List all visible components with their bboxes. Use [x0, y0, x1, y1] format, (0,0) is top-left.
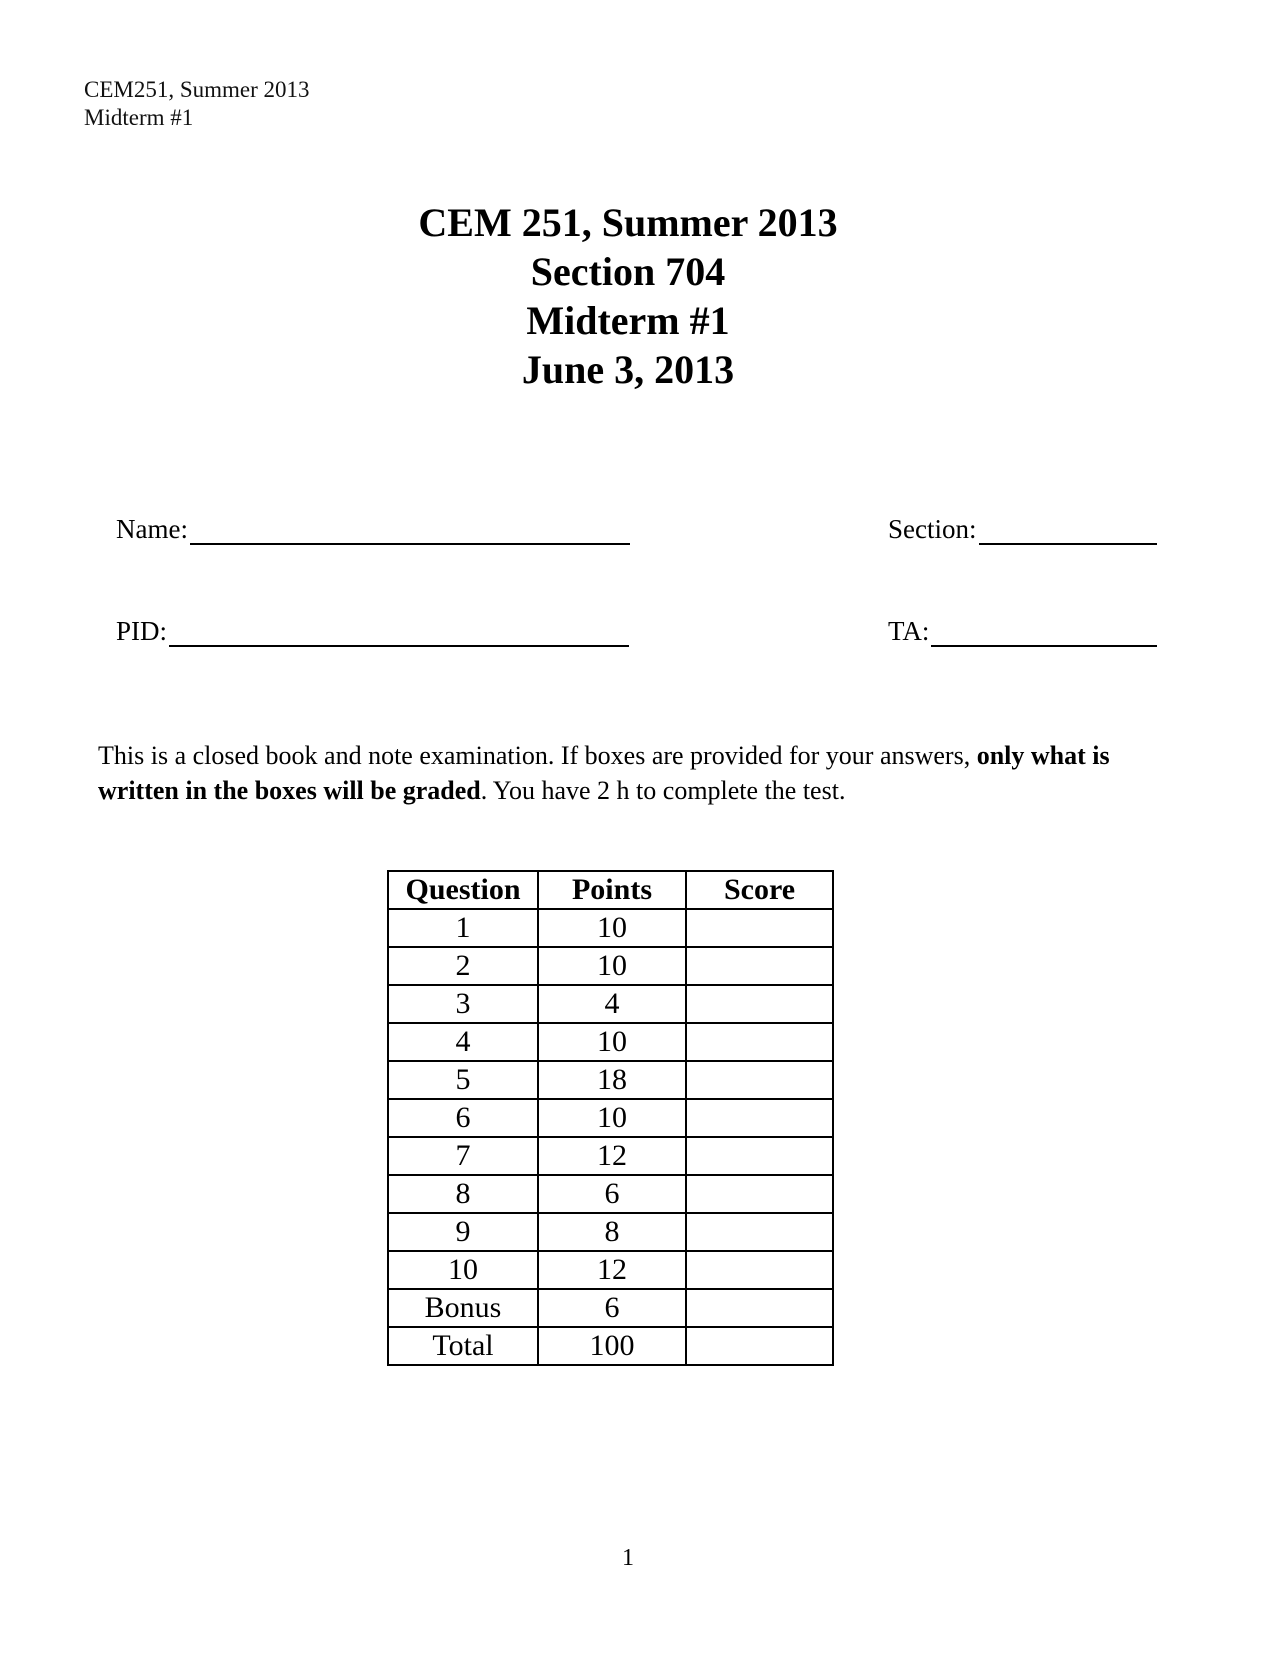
table-row: [388, 1099, 833, 1137]
table-header-row: [388, 871, 833, 909]
exam-title: [0, 198, 1256, 394]
score-table: [387, 870, 834, 1366]
points-cell: 18: [538, 1061, 686, 1099]
points-cell: 10: [538, 1099, 686, 1137]
question-cell: 7: [388, 1137, 538, 1175]
score-cell[interactable]: [686, 1175, 833, 1213]
pid-label: PID:: [116, 616, 168, 646]
section-blank[interactable]: [979, 517, 1157, 545]
score-cell[interactable]: [686, 1061, 833, 1099]
title-exam: Midterm #1: [526, 298, 730, 343]
table-row: [388, 1213, 833, 1251]
header-score: Score: [686, 871, 833, 909]
header-question: Question: [388, 871, 538, 909]
points-cell: 6: [538, 1175, 686, 1213]
table-row-bonus: [388, 1289, 833, 1327]
table-row: [388, 909, 833, 947]
score-cell[interactable]: [686, 1251, 833, 1289]
points-cell: 12: [538, 1251, 686, 1289]
score-cell[interactable]: [686, 909, 833, 947]
instructions-text-end: . You have 2 h to complete the test.: [480, 776, 846, 805]
score-cell[interactable]: [686, 1213, 833, 1251]
header-points: Points: [538, 871, 686, 909]
question-cell: 1: [388, 909, 538, 947]
table-row: [388, 947, 833, 985]
score-cell[interactable]: [686, 1023, 833, 1061]
instructions-bold: only what is written in the boxes will be graded: [98, 741, 1110, 805]
points-cell: 12: [538, 1137, 686, 1175]
name-blank[interactable]: [190, 517, 630, 545]
title-course: CEM 251, Summer 2013: [418, 200, 838, 245]
name-label: Name:: [116, 514, 188, 544]
exam-instructions: [98, 738, 1178, 808]
table-row: [388, 1175, 833, 1213]
question-cell: 6: [388, 1099, 538, 1137]
title-section: Section 704: [530, 249, 726, 294]
score-cell[interactable]: [686, 1289, 833, 1327]
points-cell: 10: [538, 947, 686, 985]
ta-blank[interactable]: [931, 619, 1157, 647]
question-cell: 8: [388, 1175, 538, 1213]
title-date: June 3, 2013: [521, 347, 735, 392]
score-cell[interactable]: [686, 947, 833, 985]
question-cell: Total: [388, 1327, 538, 1365]
question-cell: 2: [388, 947, 538, 985]
points-cell: 10: [538, 1023, 686, 1061]
score-table-body: [388, 909, 833, 1365]
points-cell: 4: [538, 985, 686, 1023]
question-cell: 10: [388, 1251, 538, 1289]
points-cell: 6: [538, 1289, 686, 1327]
question-cell: 9: [388, 1213, 538, 1251]
ta-label: TA:: [888, 616, 930, 646]
page-number: 1: [622, 1545, 634, 1571]
running-header: [84, 76, 310, 132]
question-cell: 4: [388, 1023, 538, 1061]
ta-field[interactable]: [888, 615, 1157, 647]
name-field[interactable]: [116, 513, 630, 545]
table-row: [388, 1137, 833, 1175]
question-cell: Bonus: [388, 1289, 538, 1327]
header-exam: Midterm #1: [84, 105, 194, 130]
score-cell[interactable]: [686, 985, 833, 1023]
instructions-text: This is a closed book and note examination. If boxes are provided for your answers,: [98, 741, 977, 770]
pid-field[interactable]: [116, 615, 629, 647]
header-course: CEM251, Summer 2013: [84, 77, 310, 102]
section-label: Section:: [888, 514, 977, 544]
score-cell[interactable]: [686, 1099, 833, 1137]
section-field[interactable]: [888, 513, 1157, 545]
score-cell[interactable]: [686, 1327, 833, 1365]
table-row: [388, 1023, 833, 1061]
points-cell: 8: [538, 1213, 686, 1251]
score-cell[interactable]: [686, 1137, 833, 1175]
points-cell: 100: [538, 1327, 686, 1365]
points-cell: 10: [538, 909, 686, 947]
table-row: [388, 985, 833, 1023]
table-row: [388, 1061, 833, 1099]
pid-blank[interactable]: [169, 619, 629, 647]
table-row: [388, 1251, 833, 1289]
table-row-total: [388, 1327, 833, 1365]
question-cell: 5: [388, 1061, 538, 1099]
question-cell: 3: [388, 985, 538, 1023]
